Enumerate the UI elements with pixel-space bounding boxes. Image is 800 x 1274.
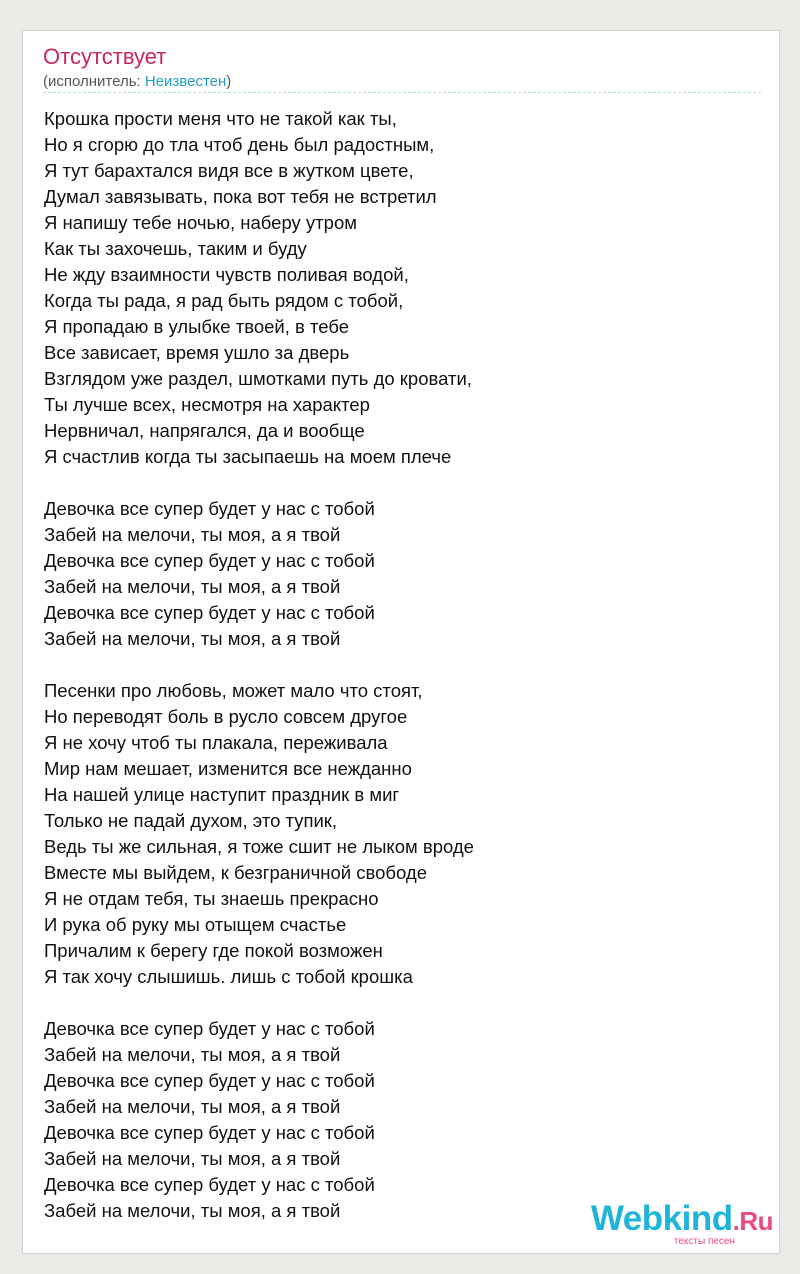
logo-brand xyxy=(590,1199,773,1238)
lyrics-line: На нашей улице наступит праздник в миг xyxy=(44,784,400,805)
lyrics-stanza xyxy=(44,1016,764,1224)
lyrics-line: И рука об руку мы отыщем счастье xyxy=(44,914,347,935)
lyrics-line: Взглядом уже раздел, шмотками путь до кровати, xyxy=(44,368,472,389)
lyrics-line: Ты лучше всех, несмотря на характер xyxy=(44,394,370,415)
lyrics-stanza xyxy=(44,106,764,470)
lyrics-line: Вместе мы выйдем, к безграничной свободе xyxy=(44,862,427,883)
lyrics-line: Девочка все супер будет у нас с тобой xyxy=(44,1122,375,1143)
lyrics-line: Забей на мелочи, ты моя, а я твой xyxy=(44,576,341,597)
lyrics-line: Девочка все супер будет у нас с тобой xyxy=(44,498,375,519)
lyrics-line: Забей на мелочи, ты моя, а я твой xyxy=(44,1148,341,1169)
lyrics-line: Крошка прости меня что не такой как ты, xyxy=(44,108,397,129)
lyrics-line: Я пропадаю в улыбке твоей, в тебе xyxy=(44,316,350,337)
title-divider xyxy=(43,92,761,93)
lyrics-line: Забей на мелочи, ты моя, а я твой xyxy=(44,628,341,649)
lyrics-line: Песенки про любовь, может мало что стоят, xyxy=(44,680,423,701)
lyrics-line: Я тут барахтался видя все в жутком цвете, xyxy=(44,160,414,181)
lyrics-line: Нервничал, напрягался, да и вообще xyxy=(44,420,365,441)
logo-brand-main: Webkind xyxy=(590,1199,733,1238)
lyrics-line: Все зависает, время ушло за дверь xyxy=(44,342,350,363)
lyrics-line: Как ты захочешь, таким и буду xyxy=(44,238,307,259)
lyrics-line: Забей на мелочи, ты моя, а я твой xyxy=(44,1200,341,1221)
performer-link[interactable]: Неизвестен xyxy=(144,73,227,90)
lyrics-line: Девочка все супер будет у нас с тобой xyxy=(44,550,375,571)
lyrics-line: Причалим к берегу где покой возможен xyxy=(44,940,383,961)
lyrics-line: Девочка все супер будет у нас с тобой xyxy=(44,602,375,623)
lyrics-card xyxy=(22,30,780,1254)
lyrics-line: Думал завязывать, пока вот тебя не встретил xyxy=(44,186,437,207)
lyrics-line: Девочка все супер будет у нас с тобой xyxy=(44,1174,375,1195)
lyrics-line: Я так хочу слышишь. лишь с тобой крошка xyxy=(44,966,413,987)
lyrics-line: Я не отдам тебя, ты знаешь прекрасно xyxy=(44,888,379,909)
lyrics-text xyxy=(44,106,764,1250)
song-title: Отсутствует xyxy=(43,44,167,69)
lyrics-line: Я напишу тебе ночью, наберу утром xyxy=(44,212,357,233)
logo-tagline: тексты песен xyxy=(673,1236,735,1247)
lyrics-line: Мир нам мешает, изменится все нежданно xyxy=(44,758,412,779)
lyrics-line: Но переводят боль в русло совсем другое xyxy=(44,706,408,727)
site-logo[interactable] xyxy=(590,1199,773,1247)
lyrics-stanza xyxy=(44,496,764,652)
lyrics-line: Забей на мелочи, ты моя, а я твой xyxy=(44,524,341,545)
performer-prefix: (исполнитель: xyxy=(43,73,145,90)
lyrics-line: Забей на мелочи, ты моя, а я твой xyxy=(44,1044,341,1065)
lyrics-stanza xyxy=(44,678,764,990)
lyrics-line: Не жду взаимности чувств поливая водой, xyxy=(44,264,409,285)
lyrics-line: Я не хочу чтоб ты плакала, переживала xyxy=(44,732,388,753)
lyrics-line: Девочка все супер будет у нас с тобой xyxy=(44,1018,375,1039)
lyrics-line: Но я сгорю до тла чтоб день был радостным, xyxy=(44,134,435,155)
logo-brand-tld: .Ru xyxy=(732,1206,773,1236)
lyrics-line: Только не падай духом, это тупик, xyxy=(44,810,338,831)
performer-line xyxy=(43,73,231,91)
performer-suffix: ) xyxy=(226,73,232,90)
lyrics-line: Когда ты рада, я рад быть рядом с тобой, xyxy=(44,290,404,311)
lyrics-line: Ведь ты же сильная, я тоже сшит не лыком вроде xyxy=(44,836,474,857)
lyrics-line: Забей на мелочи, ты моя, а я твой xyxy=(44,1096,341,1117)
lyrics-line: Я счастлив когда ты засыпаешь на моем плече xyxy=(44,446,452,467)
lyrics-line: Девочка все супер будет у нас с тобой xyxy=(44,1070,375,1091)
